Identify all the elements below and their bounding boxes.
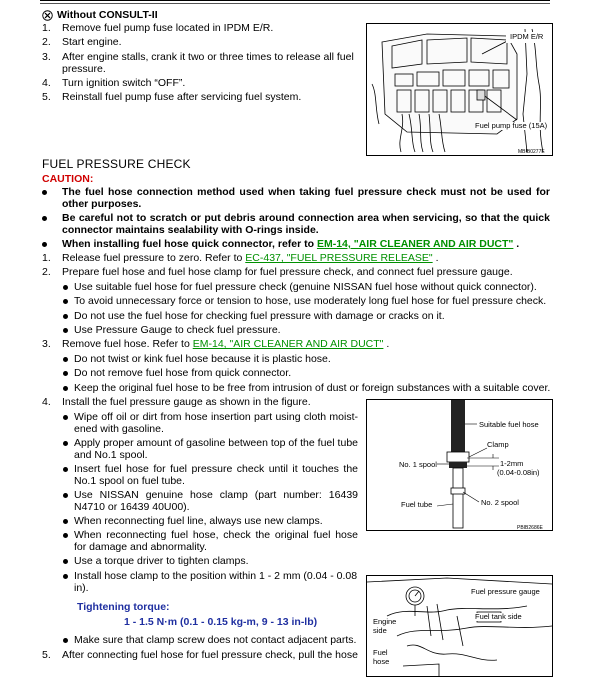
step-text: Reinstall fuel pump fuse after servicing fuel system. [62,91,302,103]
without-consult-heading [42,9,158,21]
section-title: FUEL PRESSURE CHECK [42,157,191,171]
circle-x-icon [42,10,53,21]
step-text-prefix: Release fuel pressure to zero. Refer to [62,252,246,264]
bullet-dot [63,415,68,420]
step-number: 1. [42,252,51,264]
step-number: 4. [42,396,51,408]
fuel-pump-fuse-label: Fuel pump fuse (15A) [475,121,548,130]
bullet-dot [63,559,68,564]
step-text: Remove fuel pump fuse located in IPDM E/R. [62,22,274,34]
bullet-dot [63,299,68,304]
engine-side-label-1: Engine [373,617,397,626]
sub-text: Use suitable fuel hose for fuel pressure check (genuine NISSAN fuel hose without quick connector). [74,281,537,293]
caution-text: The fuel hose connection method used when taking fuel pressure check must not be used for other purposes. [62,186,550,210]
bullet-dot [42,242,47,247]
fuel-hose-label-2: hose [373,657,390,666]
sub-text: To avoid unnecessary force or tension to hose, use moderately long fuel hose for fuel pressure check. [74,295,547,307]
sub-text: Install hose clamp to the position within 1 - 2 mm (0.04 - 0.08 in). [74,570,358,594]
bullet-dot [63,533,68,538]
bullet-dot [63,638,68,643]
ec-437-link[interactable]: EC-437, "FUEL PRESSURE RELEASE" [245,252,433,264]
tightening-torque-label: Tightening torque: [77,601,170,613]
fuel-tube-label: Fuel tube [401,500,433,509]
clamp-label: Clamp [487,440,509,449]
no1-spool-label: No. 1 spool [399,460,437,469]
sub-text: Do not twist or kink fuel hose because it is plastic hose. [74,353,331,365]
caution-item [42,186,550,212]
dimension-mm-label: 1-2mm [500,459,524,468]
fuel-pressure-gauge-label: Fuel pressure gauge [471,587,540,596]
fuel-hose-label-1: Fuel [373,648,388,657]
step-text: Install the fuel pressure gauge as shown in the figure. [62,396,311,408]
suitable-fuel-hose-label: Suitable fuel hose [479,420,539,429]
ipdm-illustration [367,24,552,155]
bullet-dot [42,190,47,195]
figure-code: MBIB0277E [518,149,545,155]
caution-text-suffix: . [513,238,520,250]
caution-text [62,238,550,250]
step-text: Start engine. [62,36,122,48]
sub-text: Make sure that clamp screw does not contact adjacent parts. [74,634,357,646]
bullet-dot [63,441,68,446]
em-14-link[interactable]: EM-14, "AIR CLEANER AND AIR DUCT" [316,238,514,250]
step-text [62,252,550,264]
sub-text: Wipe off oil or dirt from hose insertion part using cloth moist-ened with gasoline. [74,411,358,435]
figure-code: PBIB2686E [517,525,543,531]
gauge-figure [366,575,553,677]
bullet-dot [63,467,68,472]
step-text: Prepare fuel hose and fuel hose clamp for fuel pressure check, and connect fuel pressure gauge. [62,266,513,278]
step-text-prefix: Remove fuel hose. Refer to [62,338,193,350]
sub-text: Use NISSAN genuine hose clamp (part number: 16439 N4710 or 16439 40U00). [74,489,358,513]
header-rule-secondary [40,3,550,4]
step-number: 3. [42,51,51,63]
sub-text: Use Pressure Gauge to check fuel pressure. [74,324,281,336]
header-rule [40,0,550,1]
caution-item [42,212,550,238]
sub-text: Keep the original fuel hose to be free from intrusion of dust or foreign substances with a suitable cover. [74,382,551,394]
step-number: 5. [42,649,51,661]
step-text: After connecting fuel hose for fuel pressure check, pull the hose [62,649,358,661]
em-14-link[interactable]: EM-14, "AIR CLEANER AND AIR DUCT" [192,338,384,350]
sub-text: Do not use the fuel hose for checking fuel pressure with damage or cracks on it. [74,310,445,322]
bullet-dot [63,493,68,498]
caution-text: Be careful not to scratch or put debris around connection area when servicing, so that the quick connector maintains sealability with O-rings inside. [62,212,550,236]
step-text [62,338,550,350]
step-number: 2. [42,36,51,48]
bullet-dot [63,328,68,333]
step-number: 3. [42,338,51,350]
caution-label: CAUTION: [42,173,94,185]
bullet-dot [63,285,68,290]
tightening-torque-value: 1 - 1.5 N·m (0.1 - 0.15 kg-m, 9 - 13 in-lb) [124,616,318,628]
page-corner-mark [538,0,550,2]
ipdm-label: IPDM E/R [510,32,544,41]
sub-text: Use a torque driver to tighten clamps. [74,555,249,567]
step-number: 4. [42,77,51,89]
step-number: 1. [42,22,51,34]
step-text-suffix: . [383,338,390,350]
step-number: 5. [42,91,51,103]
step-text: After engine stalls, crank it two or three times to release all fuel pressure. [62,51,354,75]
step-number: 2. [42,266,51,278]
dimension-in-label: (0.04-0.08in) [497,468,540,477]
fuel-tank-side-label: Fuel tank side [475,612,522,621]
bullet-dot [63,314,68,319]
sub-text: Apply proper amount of gasoline between top of the fuel tube and No.1 spool. [74,437,358,461]
without-consult-title: Without CONSULT-II [57,9,158,21]
step-text-suffix: . [432,252,439,264]
hose-figure [366,399,553,531]
sub-text: Do not remove fuel hose from quick connector. [74,367,292,379]
bullet-dot [63,357,68,362]
caution-text-prefix: When installing fuel hose quick connector, refer to [62,238,317,250]
bullet-dot [63,519,68,524]
bullet-dot [42,216,47,221]
step-text: Turn ignition switch “OFF”. [62,77,186,89]
sub-text: When reconnecting fuel line, always use new clamps. [74,515,323,527]
ipdm-figure [366,23,553,156]
sub-text: When reconnecting fuel hose, check the original fuel hose for damage and abnormality. [74,529,358,553]
bullet-dot [63,574,68,579]
engine-side-label-2: side [373,626,387,635]
no2-spool-label: No. 2 spool [481,498,519,507]
bullet-dot [63,371,68,376]
sub-text: Insert fuel hose for fuel pressure check until it touches the No.1 spool on fuel tube. [74,463,358,487]
bullet-dot [63,386,68,391]
